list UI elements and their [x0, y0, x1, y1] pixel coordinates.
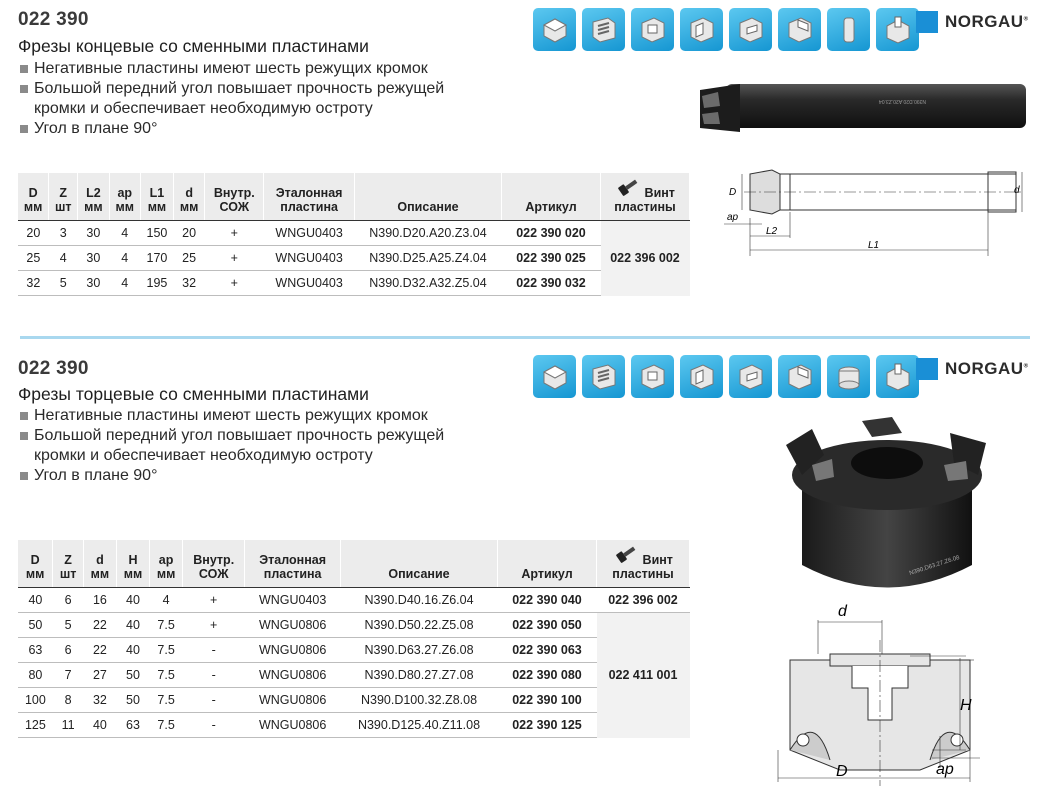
table-cell: WNGU0403 — [264, 271, 355, 296]
col-header-text: мм — [23, 200, 43, 214]
col-header-text: Артикул — [525, 200, 577, 214]
table-cell: 63 — [18, 638, 53, 663]
table-cell: 4 — [150, 588, 183, 613]
col-header-text: Описание — [388, 567, 450, 581]
col-header-text: Винт — [644, 186, 675, 200]
table-cell: 170 — [140, 246, 173, 271]
table-cell: N390.D100.32.Z8.08 — [341, 688, 498, 713]
col-header-text: Z — [64, 553, 72, 567]
drawing-label-ap: ap — [727, 212, 739, 223]
table-cell: 7 — [53, 663, 84, 688]
brand-logo-square — [916, 11, 938, 33]
table-cell: - — [183, 713, 245, 738]
col-header-text: мм — [84, 200, 103, 214]
table-cell: 22 — [83, 638, 116, 663]
step-milling-icon — [729, 355, 772, 398]
table-cell: WNGU0806 — [245, 613, 341, 638]
table-cell: N390.D32.A32.Z5.04 — [355, 271, 502, 296]
drawing-label-d: d — [1014, 185, 1020, 196]
table-cell: 32 — [173, 271, 204, 296]
end-mill-drawing — [722, 160, 1032, 260]
col-header-text: D — [30, 553, 40, 567]
face-mill-drawing — [770, 600, 990, 788]
table-cell: 6 — [53, 638, 84, 663]
table-cell: 022 390 040 — [498, 588, 597, 613]
table-cell: 50 — [116, 663, 149, 688]
table-cell: 7.5 — [150, 663, 183, 688]
screw-icon — [615, 177, 641, 197]
table-cell: 100 — [18, 688, 53, 713]
col-header-text: ap — [117, 186, 133, 200]
table-cell: 40 — [116, 638, 149, 663]
col-header — [150, 540, 183, 588]
col-header — [498, 540, 597, 588]
table-cell: N390.D40.16.Z6.04 — [341, 588, 498, 613]
col-header — [18, 173, 49, 221]
table-cell: 22 — [83, 613, 116, 638]
col-header-text: Внутр. — [213, 186, 255, 200]
col-header — [173, 173, 204, 221]
table-cell: N390.D25.A25.Z4.04 — [355, 246, 502, 271]
col-header-text: Винт — [642, 553, 673, 567]
table-cell: 022 390 063 — [498, 638, 597, 663]
table-cell: WNGU0403 — [264, 246, 355, 271]
shoulder-milling-icon — [680, 8, 723, 51]
table-cell: 30 — [78, 271, 109, 296]
table-row — [18, 613, 690, 638]
table-cell: WNGU0806 — [245, 713, 341, 738]
table-cell: + — [205, 221, 264, 246]
table-cell: 25 — [18, 246, 49, 271]
col-header — [109, 173, 140, 221]
face-milling-icon — [533, 8, 576, 51]
table-cell: 4 — [109, 271, 140, 296]
table-row — [18, 663, 690, 688]
table-cell: 32 — [83, 688, 116, 713]
end-mill-marking: N390.D20.A20.Z3.04 — [879, 98, 926, 104]
table-cell: 20 — [173, 221, 204, 246]
section1-bullets — [18, 59, 518, 139]
col-header — [18, 540, 53, 588]
bullet-item: Большой передний угол повышает прочность режущей кромки и обеспечивает необходимую остроту — [18, 426, 474, 466]
brand-logo: NORGAU® — [916, 11, 1028, 33]
table-cell: - — [183, 688, 245, 713]
drawing-label-D: D — [729, 187, 737, 198]
col-header — [245, 540, 341, 588]
end-mill-photo — [696, 74, 1036, 144]
table-cell: 50 — [18, 613, 53, 638]
table-cell: 40 — [116, 613, 149, 638]
col-header-text: H — [128, 553, 138, 567]
bullet-item: Большой передний угол повышает прочность режущей кромки и обеспечивает необходимую остроту — [18, 79, 474, 119]
table-cell: 7.5 — [150, 713, 183, 738]
shoulder-milling-icon — [680, 355, 723, 398]
col-header-text: D — [28, 186, 38, 200]
face-mill-head-icon — [827, 355, 870, 398]
table-cell: 3 — [49, 221, 78, 246]
col-header-text: Артикул — [521, 567, 573, 581]
table-cell: 16 — [83, 588, 116, 613]
table-cell: 27 — [83, 663, 116, 688]
end-mill-table — [18, 173, 690, 296]
col-header-text: мм — [115, 200, 134, 214]
drawing-label-ap: ap — [936, 761, 954, 778]
section1-code: 022 390 — [18, 9, 89, 30]
section2-operation-icons — [533, 355, 919, 398]
table-cell: 022 390 125 — [498, 713, 597, 738]
table-cell: 022 390 100 — [498, 688, 597, 713]
table-header-row — [18, 173, 690, 221]
table-cell: 022 390 020 — [502, 221, 601, 246]
table-row — [18, 588, 690, 613]
drawing-label-d: d — [838, 603, 847, 620]
table-cell: 7.5 — [150, 688, 183, 713]
drawing-label-L1: L1 — [868, 240, 880, 251]
screw-article: 022 411 001 — [597, 613, 690, 738]
col-header — [205, 173, 264, 221]
table-cell: WNGU0806 — [245, 688, 341, 713]
col-header — [341, 540, 498, 588]
table-cell: 40 — [83, 713, 116, 738]
col-header-text: СОЖ — [219, 200, 250, 214]
col-header — [116, 540, 149, 588]
col-header-text: L1 — [149, 186, 165, 200]
face-mill-marking: N390.D63.27.Z6.08 — [908, 555, 961, 577]
col-header — [49, 173, 78, 221]
col-header-text: d — [96, 553, 104, 567]
table-cell: 195 — [140, 271, 173, 296]
table-cell: 022 390 025 — [502, 246, 601, 271]
table-cell: WNGU0403 — [245, 588, 341, 613]
col-header-text: Внутр. — [193, 553, 235, 567]
col-header — [83, 540, 116, 588]
face-mill-table — [18, 540, 690, 738]
slot-milling-icon — [582, 8, 625, 51]
table-cell: 125 — [18, 713, 53, 738]
col-header-text: мм — [123, 567, 143, 581]
table-cell: 8 — [53, 688, 84, 713]
col-header-text: L2 — [86, 186, 101, 200]
table-cell: N390.D80.27.Z7.08 — [341, 663, 498, 688]
table-cell: + — [183, 588, 245, 613]
table-cell: 80 — [18, 663, 53, 688]
table-cell: 4 — [49, 246, 78, 271]
table-cell: 50 — [116, 688, 149, 713]
col-header-text: пластина — [280, 200, 338, 214]
table-cell: + — [205, 271, 264, 296]
table-cell: 20 — [18, 221, 49, 246]
table-cell: 40 — [116, 588, 149, 613]
table-row — [18, 638, 690, 663]
col-header-text: мм — [156, 567, 176, 581]
table-cell: 5 — [49, 271, 78, 296]
table-cell: - — [183, 638, 245, 663]
brand-name: NORGAU — [945, 359, 1024, 378]
pocket-milling-icon — [631, 8, 674, 51]
col-header-screw — [601, 173, 690, 221]
table-cell: 4 — [109, 246, 140, 271]
col-header-screw — [597, 540, 690, 588]
col-header-text: пластины — [612, 567, 674, 581]
brand-logo-square — [916, 358, 938, 380]
screw-article: 022 396 002 — [597, 588, 690, 613]
table-row — [18, 246, 690, 271]
table-cell: 4 — [109, 221, 140, 246]
col-header — [355, 173, 502, 221]
col-header — [78, 173, 109, 221]
bullet-item: Угол в плане 90° — [18, 466, 518, 486]
col-header-text: СОЖ — [198, 567, 229, 581]
table-cell: 150 — [140, 221, 173, 246]
table-cell: WNGU0806 — [245, 638, 341, 663]
section2-title: Фрезы торцевые со сменными пластинами — [18, 384, 369, 404]
col-header-text: шт — [54, 200, 72, 214]
table-row — [18, 221, 690, 246]
pocket-milling-icon — [631, 355, 674, 398]
col-header — [502, 173, 601, 221]
table-cell: 63 — [116, 713, 149, 738]
table-cell: N390.D50.22.Z5.08 — [341, 613, 498, 638]
table-cell: 30 — [78, 221, 109, 246]
table-row — [18, 713, 690, 738]
face-milling-icon — [533, 355, 576, 398]
table-cell: - — [183, 663, 245, 688]
table-header-row — [18, 540, 690, 588]
col-header-text: Эталонная — [275, 186, 343, 200]
brand-name: NORGAU — [945, 12, 1024, 31]
col-header-text: Описание — [397, 200, 459, 214]
table-cell: + — [183, 613, 245, 638]
corner-milling-icon — [778, 355, 821, 398]
col-header — [183, 540, 245, 588]
col-header-text: Z — [59, 186, 68, 200]
screw-icon — [613, 544, 639, 564]
col-header — [264, 173, 355, 221]
slot-milling-icon — [582, 355, 625, 398]
col-header-text: мм — [179, 200, 199, 214]
drawing-label-L2: L2 — [766, 226, 778, 237]
drawing-label-H: H — [960, 697, 972, 714]
table-cell: N390.D125.40.Z11.08 — [341, 713, 498, 738]
col-header-text: Эталонная — [259, 553, 327, 567]
table-cell: 30 — [78, 246, 109, 271]
table-row — [18, 688, 690, 713]
table-cell: 11 — [53, 713, 84, 738]
table-cell: 022 390 032 — [502, 271, 601, 296]
bullet-item: Негативные пластины имеют шесть режущих кромок — [18, 406, 518, 426]
col-header-text: шт — [59, 567, 77, 581]
table-cell: WNGU0806 — [245, 663, 341, 688]
shank-cylinder-icon — [827, 8, 870, 51]
col-header — [140, 173, 173, 221]
table-cell: 6 — [53, 588, 84, 613]
step-milling-icon — [729, 8, 772, 51]
table-cell: 7.5 — [150, 613, 183, 638]
table-cell: + — [205, 246, 264, 271]
plunge-milling-icon — [876, 355, 919, 398]
table-cell: 022 390 050 — [498, 613, 597, 638]
bullet-item: Угол в плане 90° — [18, 119, 518, 139]
drawing-label-D: D — [836, 763, 848, 780]
col-header-text: мм — [90, 567, 110, 581]
bullet-item: Негативные пластины имеют шесть режущих кромок — [18, 59, 518, 79]
section-divider — [20, 336, 1030, 339]
table-cell: N390.D63.27.Z6.08 — [341, 638, 498, 663]
col-header-text: ap — [158, 553, 174, 567]
section1-title: Фрезы концевые со сменными пластинами — [18, 36, 369, 56]
brand-logo: NORGAU® — [916, 358, 1028, 380]
col-header-text: мм — [25, 567, 45, 581]
col-header — [53, 540, 84, 588]
table-row — [18, 271, 690, 296]
corner-milling-icon — [778, 8, 821, 51]
section2-bullets — [18, 406, 518, 486]
table-cell: 7.5 — [150, 638, 183, 663]
col-header-text: пластины — [614, 200, 676, 214]
plunge-milling-icon — [876, 8, 919, 51]
table-cell: 5 — [53, 613, 84, 638]
table-cell: 25 — [173, 246, 204, 271]
table-cell: WNGU0403 — [264, 221, 355, 246]
section1-operation-icons — [533, 8, 919, 51]
col-header-text: пластина — [263, 567, 322, 581]
section2-code: 022 390 — [18, 358, 89, 379]
table-cell: 32 — [18, 271, 49, 296]
table-cell: 022 390 080 — [498, 663, 597, 688]
face-mill-photo — [772, 415, 1002, 600]
table-cell: N390.D20.A20.Z3.04 — [355, 221, 502, 246]
col-header-text: d — [185, 186, 193, 200]
screw-article: 022 396 002 — [601, 221, 690, 296]
table-cell: 40 — [18, 588, 53, 613]
col-header-text: мм — [147, 200, 167, 214]
